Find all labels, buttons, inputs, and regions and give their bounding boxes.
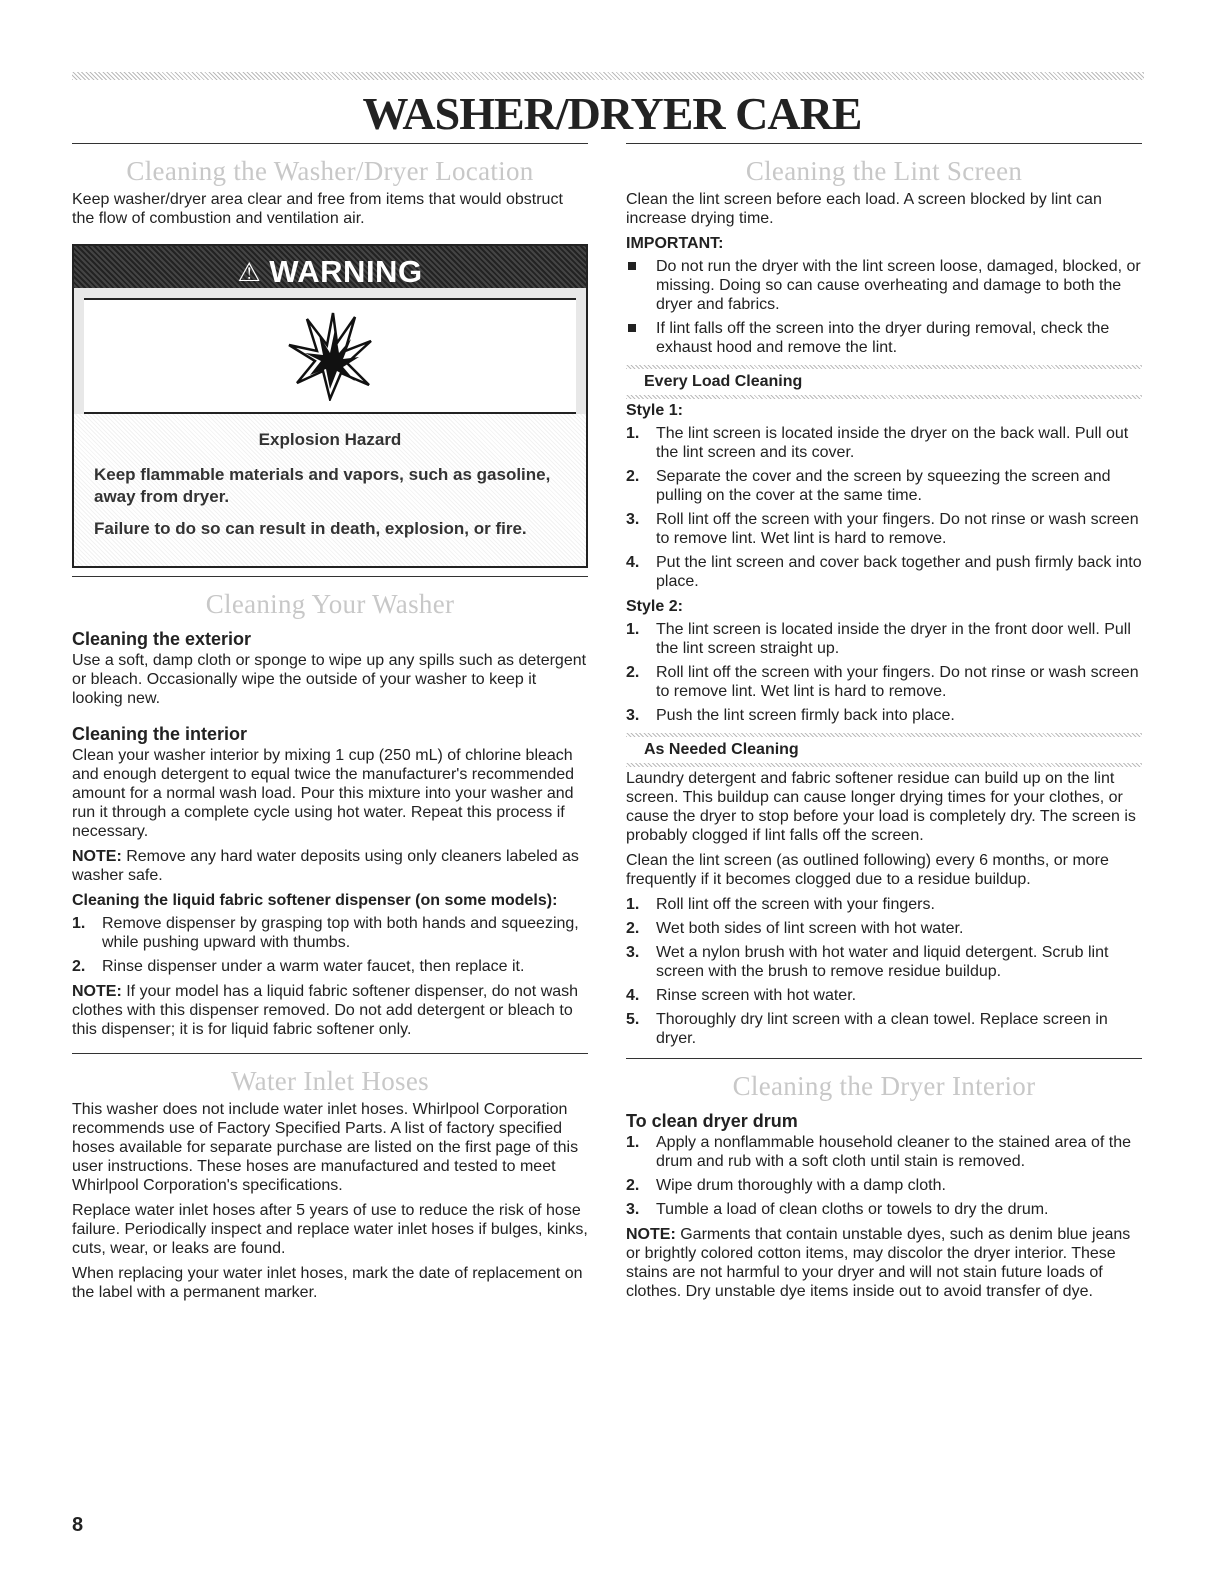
style1-label: Style 1: xyxy=(626,402,683,419)
section-rule xyxy=(72,1053,588,1054)
warning-body xyxy=(74,414,586,566)
step-text: Put the lint screen and cover back together and push firmly back into place. xyxy=(656,554,1142,590)
section-rule xyxy=(626,143,1142,144)
style1-steps xyxy=(626,424,1142,591)
list-item xyxy=(626,1176,1142,1195)
step-text: Roll lint off the screen with your fingers. Do not rinse or wash screen to remove lint. Wet lint is hard to remove. xyxy=(656,664,1139,700)
step-number: 3. xyxy=(626,707,640,724)
style2-label: Style 2: xyxy=(626,598,683,615)
list-item xyxy=(72,957,588,976)
page-title: WASHER/DRYER CARE xyxy=(362,88,862,139)
note-label: NOTE: xyxy=(72,983,122,1000)
note-2 xyxy=(72,982,588,1039)
step-text: Rinse screen with hot water. xyxy=(656,987,857,1004)
step-number: 5. xyxy=(626,1011,640,1028)
list-item xyxy=(626,1133,1142,1171)
important-bullets xyxy=(626,257,1142,357)
hazard-line-2: Failure to do so can result in death, explosion, or fire. xyxy=(94,519,527,538)
interior-text: Clean your washer interior by mixing 1 cup (250 mL) of chlorine bleach and enough detergent to equal twice the manufacturer's recommended amount for a normal wash load. Pour this mixture into your washer and run it through a complete cycle using hot water. Repeat this process if necessary. xyxy=(72,747,575,840)
list-item xyxy=(626,895,1142,914)
list-item xyxy=(626,319,1142,357)
list-item xyxy=(626,424,1142,462)
location-text: Keep washer/dryer area clear and free from items that would obstruct the flow of combustion and ventilation air. xyxy=(72,191,563,227)
as-needed-p1: Laundry detergent and fabric softener residue can build up on the lint screen. This buildup can cause longer drying times for your clothes, or cause the dryer to stop before your load is completely dry. The screen is probably clogged if lint falls off the screen. xyxy=(626,770,1136,844)
hoses-p1: This washer does not include water inlet hoses. Whirlpool Corporation recommends use of Factory Specified Parts. A list of factory specified hoses available for separate purchase are listed on the first page of this user instructions. These hoses are manufactured and tested to meet Whirlpool Corporation's specifications. xyxy=(72,1101,579,1194)
step-number: 2. xyxy=(626,1177,640,1194)
dryer-note xyxy=(626,1225,1142,1301)
note-label: NOTE: xyxy=(72,848,122,865)
warning-header xyxy=(74,246,586,298)
note-text: Remove any hard water deposits using only cleaners labeled as washer safe. xyxy=(72,848,579,884)
hazard-title: Explosion Hazard xyxy=(258,430,402,449)
step-text: Thoroughly dry lint screen with a clean towel. Replace screen in dryer. xyxy=(656,1011,1108,1047)
right-column xyxy=(626,143,1142,1307)
list-item xyxy=(626,663,1142,701)
step-number: 2. xyxy=(626,920,640,937)
dispenser-title: Cleaning the liquid fabric softener dispenser (on some models): xyxy=(72,892,558,909)
hazard-line-1: Keep flammable materials and vapors, such as gasoline, away from dryer. xyxy=(94,465,551,506)
step-text: Roll lint off the screen with your fingers. xyxy=(656,896,935,913)
hoses-heading: Water Inlet Hoses xyxy=(231,1066,429,1096)
bullet-square-icon xyxy=(628,324,636,332)
drum-title: To clean dryer drum xyxy=(626,1111,798,1131)
drum-steps xyxy=(626,1133,1142,1219)
warning-box xyxy=(72,244,588,568)
as-needed-steps xyxy=(626,895,1142,1048)
list-item xyxy=(626,986,1142,1005)
note-text: If your model has a liquid fabric softener dispenser, do not wash clothes with this dispenser removed. Do not add detergent or bleach to this dispenser; it is for liquid fabric softener only. xyxy=(72,983,579,1038)
step-text: Wet a nylon brush with hot water and liquid detergent. Scrub lint screen with the brush to remove residue buildup. xyxy=(656,944,1109,980)
step-text: Separate the cover and the screen by squeezing the screen and pulling on the cover at the same time. xyxy=(656,468,1111,504)
top-rule xyxy=(72,72,1144,80)
important-label: IMPORTANT: xyxy=(626,235,724,252)
step-number: 1. xyxy=(626,425,640,442)
lint-heading: Cleaning the Lint Screen xyxy=(745,156,1023,186)
step-text: The lint screen is located inside the dryer in the front door well. Pull the lint screen straight up. xyxy=(656,621,1131,657)
step-number: 4. xyxy=(626,554,640,571)
list-item xyxy=(626,943,1142,981)
lint-intro: Clean the lint screen before each load. A screen blocked by lint can increase drying time. xyxy=(626,191,1102,227)
left-column xyxy=(72,143,588,1308)
list-item xyxy=(626,919,1142,938)
hoses-p3: When replacing your water inlet hoses, mark the date of replacement on the label with a permanent marker. xyxy=(72,1265,583,1301)
location-heading: Cleaning the Washer/Dryer Location xyxy=(126,156,534,186)
exterior-text: Use a soft, damp cloth or sponge to wipe up any spills such as detergent or bleach. Occasionally wipe the outside of your washer to keep it looking new. xyxy=(72,652,587,707)
note-1 xyxy=(72,847,588,885)
step-number: 1. xyxy=(626,621,640,638)
step-text: Wipe drum thoroughly with a damp cloth. xyxy=(656,1177,946,1194)
dryer-heading: Cleaning the Dryer Interior xyxy=(732,1071,1036,1101)
step-text: The lint screen is located inside the dryer on the back wall. Pull out the lint screen and its cover. xyxy=(656,425,1129,461)
step-text: Rinse dispenser under a warm water faucet, then replace it. xyxy=(102,958,525,975)
step-text: Roll lint off the screen with your fingers. Do not rinse or wash screen to remove lint. Wet lint is hard to remove. xyxy=(656,511,1139,547)
list-item xyxy=(626,1010,1142,1048)
step-text: Wet both sides of lint screen with hot water. xyxy=(656,920,964,937)
warning-label: WARNING xyxy=(269,254,423,289)
step-text: Apply a nonflammable household cleaner to the stained area of the drum and rub with a soft cloth until stain is removed. xyxy=(656,1134,1131,1170)
style2-steps xyxy=(626,620,1142,725)
step-number: 3. xyxy=(626,1201,640,1218)
bullet-square-icon xyxy=(628,262,636,270)
step-number: 2. xyxy=(626,468,640,485)
dispenser-steps xyxy=(72,914,588,976)
section-rule xyxy=(626,1058,1142,1059)
as-needed-label: As Needed Cleaning xyxy=(644,741,799,758)
every-load-band xyxy=(626,365,1142,390)
step-text: Push the lint screen firmly back into place. xyxy=(656,707,955,724)
step-text: Tumble a load of clean cloths or towels to dry the drum. xyxy=(656,1201,1049,1218)
as-needed-band xyxy=(626,733,1142,758)
explosion-icon xyxy=(84,298,576,414)
step-number: 3. xyxy=(626,944,640,961)
step-number: 2. xyxy=(72,958,86,975)
list-item xyxy=(626,1200,1142,1219)
interior-title: Cleaning the interior xyxy=(72,724,248,744)
hoses-p2: Replace water inlet hoses after 5 years of use to reduce the risk of hose failure. Periodically inspect and replace water inlet hoses if bulges, kinks, cuts, wear, or leaks are found. xyxy=(72,1202,588,1257)
section-rule xyxy=(72,576,588,577)
step-text: Remove dispenser by grasping top with both hands and squeezing, while pushing upward with thumbs. xyxy=(102,915,579,951)
list-item xyxy=(626,257,1142,314)
step-number: 2. xyxy=(626,664,640,681)
page-number: 8 xyxy=(72,1514,84,1536)
bullet-text: If lint falls off the screen into the dryer during removal, check the exhaust hood and remove the lint. xyxy=(656,320,1110,356)
list-item xyxy=(626,620,1142,658)
section-rule xyxy=(72,143,588,144)
warning-triangle-icon: ⚠ xyxy=(237,256,262,287)
note-text: Garments that contain unstable dyes, such as denim blue jeans or brightly colored cotton items, may discolor the dryer interior. These stains are not harmful to your dryer and will not stain future loads of clothes. Dry unstable dye items inside out to avoid transfer of dye. xyxy=(626,1226,1131,1300)
exterior-title: Cleaning the exterior xyxy=(72,629,252,649)
step-number: 1. xyxy=(72,915,86,932)
step-number: 3. xyxy=(626,511,640,528)
list-item xyxy=(626,467,1142,505)
every-load-label: Every Load Cleaning xyxy=(644,373,803,390)
note-label: NOTE: xyxy=(626,1226,676,1243)
list-item xyxy=(626,706,1142,725)
list-item xyxy=(72,914,588,952)
step-number: 4. xyxy=(626,987,640,1004)
list-item xyxy=(626,553,1142,591)
step-number: 1. xyxy=(626,896,640,913)
bullet-text: Do not run the dryer with the lint screen loose, damaged, blocked, or missing. Doing so can cause overheating and damage to both the dryer and fabrics. xyxy=(656,258,1141,313)
as-needed-p2: Clean the lint screen (as outlined following) every 6 months, or more frequently if it becomes clogged due to a residue buildup. xyxy=(626,852,1109,888)
list-item xyxy=(626,510,1142,548)
step-number: 1. xyxy=(626,1134,640,1151)
washer-heading: Cleaning Your Washer xyxy=(205,589,455,619)
